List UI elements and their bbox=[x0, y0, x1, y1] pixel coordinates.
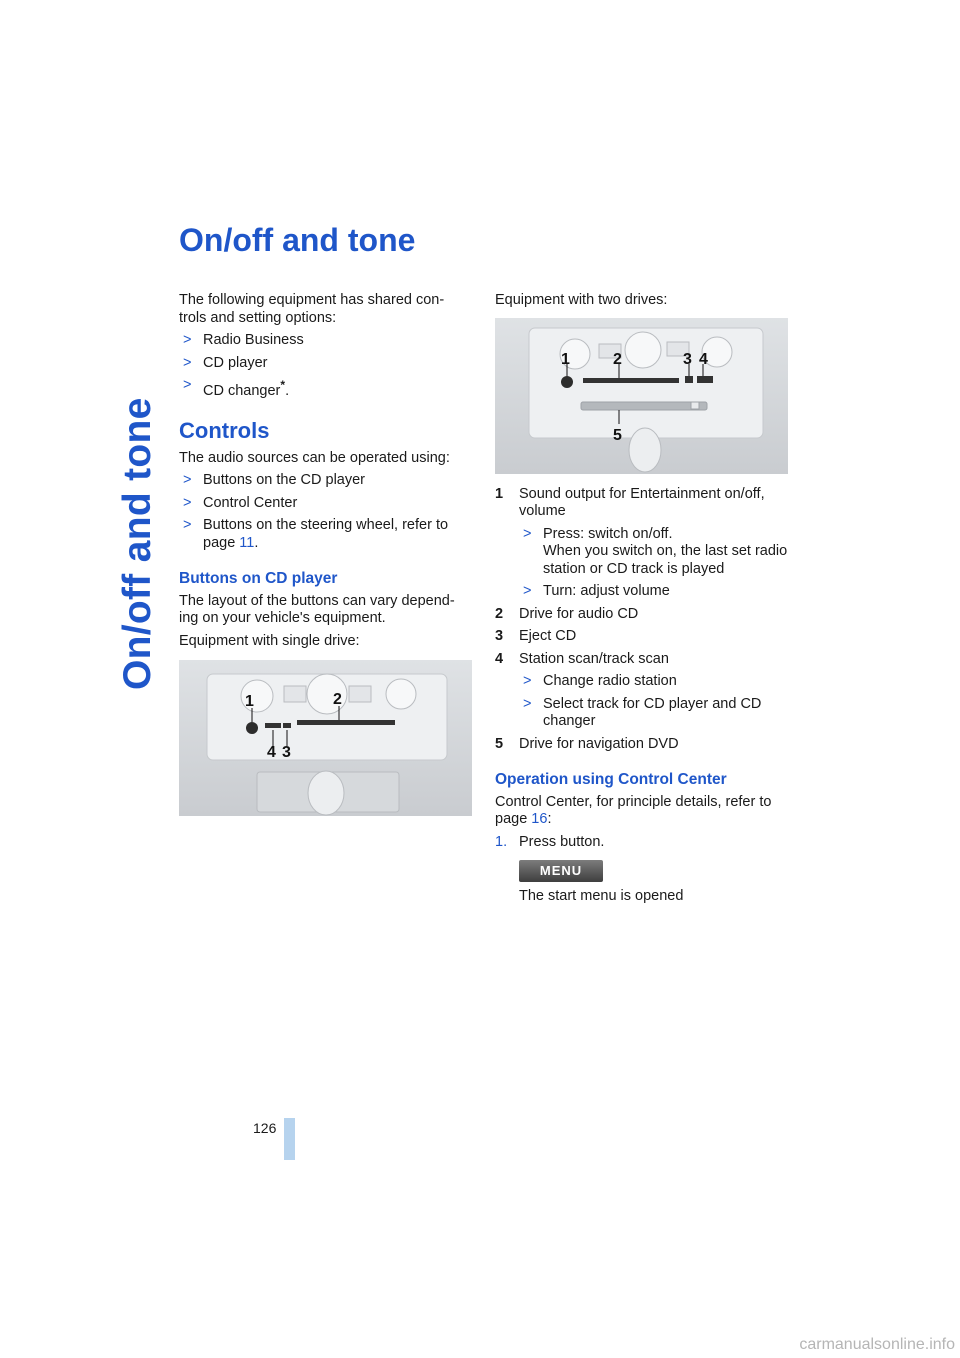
bullet-marker: > bbox=[183, 472, 192, 489]
callout-4: 4 bbox=[267, 744, 276, 762]
list-item: 2 Drive for audio CD bbox=[495, 605, 639, 622]
callout-1: 1 bbox=[561, 350, 570, 368]
bullet-marker: > bbox=[183, 354, 192, 371]
page-number: 126 bbox=[253, 1120, 277, 1136]
list-item: > Radio Business bbox=[183, 332, 304, 348]
bullet-marker: > bbox=[523, 695, 532, 712]
side-chapter-title: On/off and tone bbox=[116, 397, 159, 690]
left-column bbox=[179, 292, 469, 816]
callout-2: 2 bbox=[333, 691, 342, 709]
list-item: > CD player bbox=[183, 354, 268, 371]
page-marker-bar bbox=[284, 1118, 295, 1160]
list-item: 5 Drive for navigation DVD bbox=[495, 735, 679, 752]
bullet-marker: > bbox=[523, 525, 532, 542]
list-item: 1 Sound output for Entertainment on/off, volume bbox=[495, 485, 765, 519]
single-drive-illustration bbox=[179, 660, 472, 816]
two-drives-photo bbox=[495, 318, 788, 474]
two-drives-label: Equipment with two drives: bbox=[495, 292, 668, 308]
callout-3: 3 bbox=[683, 350, 692, 368]
controls-text: The audio sources can be operated using: bbox=[179, 449, 450, 466]
sub-list bbox=[495, 526, 795, 601]
operation-text: Control Center, for principle details, refer to page 16: bbox=[495, 793, 772, 827]
bullet-marker: > bbox=[523, 673, 532, 689]
callout-5: 5 bbox=[613, 426, 622, 444]
two-drives-illustration bbox=[495, 318, 788, 474]
controls-heading: Controls bbox=[179, 418, 270, 444]
list-item: > Change radio station bbox=[523, 673, 677, 689]
buttons-cd-heading: Buttons on CD player bbox=[179, 570, 338, 588]
single-drive-photo bbox=[179, 660, 472, 816]
page-link-16[interactable]: 16 bbox=[531, 811, 548, 827]
bullet-marker: > bbox=[183, 494, 192, 511]
operation-heading: Operation using Control Center bbox=[495, 771, 727, 788]
list-item: 1. Press button. bbox=[495, 833, 605, 850]
callout-2: 2 bbox=[613, 350, 622, 368]
callout-1: 1 bbox=[245, 693, 254, 711]
bullet-marker: > bbox=[183, 517, 192, 534]
buttons-cd-text: The layout of the buttons can vary depend-ing on your vehicle's equipment. bbox=[179, 592, 455, 627]
bullet-marker: > bbox=[183, 332, 192, 348]
single-drive-label: Equipment with single drive: bbox=[179, 632, 360, 649]
list-item: > Press: switch on/off. When you switch on, the last set radio station or CD track is played bbox=[523, 525, 788, 577]
list-item: > Buttons on the steering wheel, refer to page 11. bbox=[183, 517, 449, 551]
page-link-11[interactable]: 11 bbox=[239, 534, 255, 551]
footer-watermark: carmanualsonline.info bbox=[799, 1336, 955, 1353]
list-item: > Control Center bbox=[183, 494, 298, 511]
intro-text: The following equipment has shared con-trols and setting options: bbox=[179, 292, 445, 326]
list-item: 4 Station scan/track scan bbox=[495, 650, 669, 667]
after-text: The start menu is opened bbox=[519, 888, 684, 904]
list-item: > Turn: adjust volume bbox=[523, 583, 670, 599]
callout-3: 3 bbox=[282, 744, 291, 762]
callout-4: 4 bbox=[699, 350, 708, 368]
list-item: > Buttons on the CD player bbox=[183, 472, 366, 489]
optional-equipment-asterisk: * bbox=[280, 378, 286, 392]
menu-button[interactable]: MENU bbox=[519, 860, 603, 882]
bullet-marker: > bbox=[183, 377, 192, 393]
list-item: > CD changer*. bbox=[183, 377, 290, 399]
sub-list bbox=[495, 673, 795, 731]
list-item: 3 Eject CD bbox=[495, 628, 577, 644]
right-column bbox=[495, 292, 795, 911]
list-item: > Select track for CD player and CD changer bbox=[523, 695, 762, 729]
bullet-marker: > bbox=[523, 583, 532, 599]
page-title: On/off and tone bbox=[179, 222, 416, 258]
